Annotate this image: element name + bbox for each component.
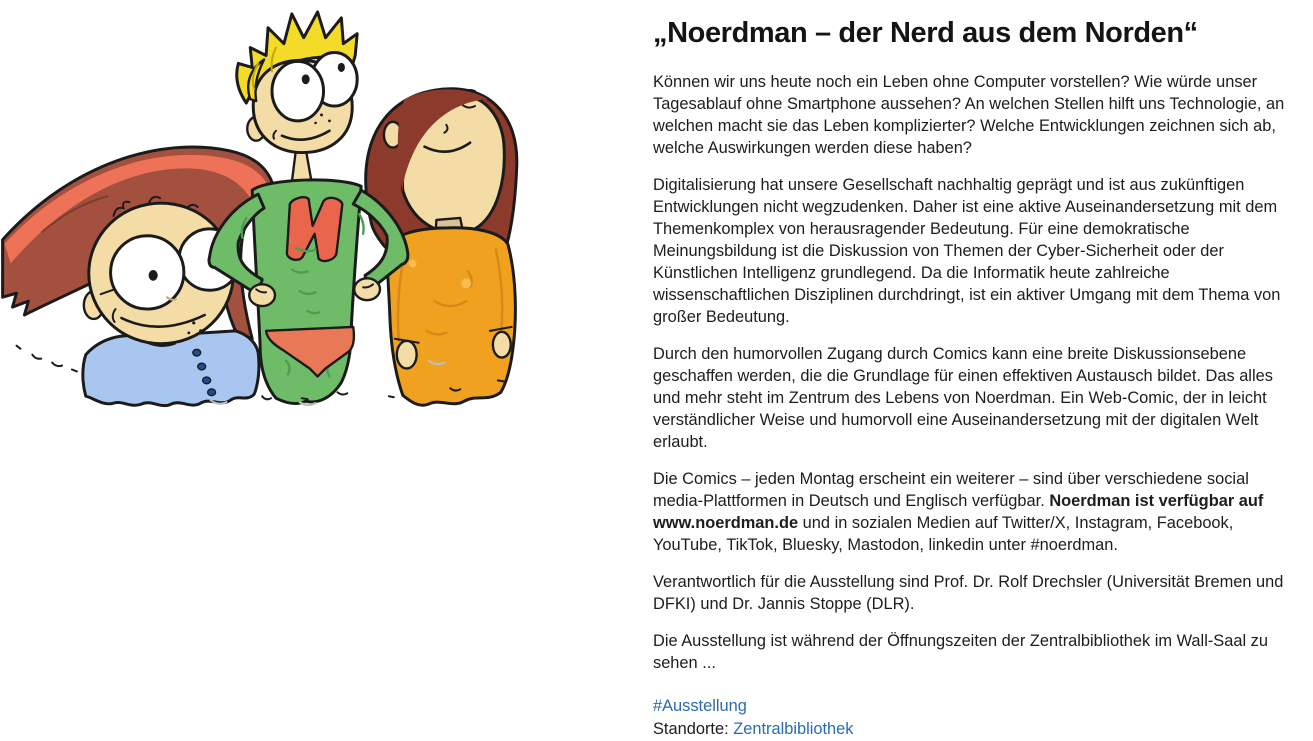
standorte-line <box>653 718 1285 741</box>
paragraph-verfuegbarkeit <box>653 468 1285 556</box>
paragraph-digitalisierung: Digitalisierung hat unsere Gesellschaft nachhaltig geprägt und ist aus zukünftigen Entwicklungen nicht wegzudenken. Daher ist eine aktive Auseinandersetzung mit dem Themenkomplex von herausragender Bedeutung. Für eine demokratische Meinungsbildung ist die Diskussion von Themen der Cyber-Sicherheit oder der Künstlichen Intelligenz grundlegend. Da die Informatik heute zahlreiche wissenschaftlichen Disziplinen durchdringt, ist ein aktiver Umgang mit dem Thema von großer Bedeutung. <box>653 176 1281 326</box>
paragraph-oeffnungszeiten: Die Ausstellung ist während der Öffnungszeiten der Zentralbibliothek im Wall-Saal zu sehen ... <box>653 632 1268 672</box>
link-block <box>653 695 1285 741</box>
paragraph-verfuegbarkeit-bold: Noerdman ist verfügbar auf www.noerdman.de <box>653 492 1264 532</box>
page-title: „Noerdman – der Nerd aus dem Norden“ <box>653 17 1198 49</box>
article-content <box>653 0 1285 741</box>
paragraph-verantwortliche: Verantwortlich für die Ausstellung sind Prof. Dr. Rolf Drechsler (Universität Bremen und DFKI) und Dr. Jannis Stoppe (DLR). <box>653 573 1284 613</box>
hashtag-line <box>653 695 1285 718</box>
ausstellung-hashtag-link[interactable]: #Ausstellung <box>653 697 747 715</box>
paragraph-verfuegbarkeit-post: und in sozialen Medien auf Twitter/X, Instagram, Facebook, YouTube, TikTok, Bluesky, Mastodon, linkedin unter #noerdman. <box>653 514 1234 554</box>
paragraph-intro: Können wir uns heute noch ein Leben ohne Computer vorstellen? Wie würde unser Tagesablauf ohne Smartphone aussehen? An welchen Stellen hilft uns Technologie, an welchen macht sie das Leben komplizierter? Welche Entwicklungen zeichnen sich ab, welche Auswirkungen werden diese haben? <box>653 73 1285 157</box>
zentralbibliothek-link[interactable]: Zentralbibliothek <box>733 720 854 738</box>
standorte-label: Standorte: <box>653 720 729 738</box>
paragraph-comics-zugang: Durch den humorvollen Zugang durch Comics kann eine breite Diskussionsebene geschaffen werden, die die Grundlage für einen effektiven Austausch bildet. Das alles und mehr steht im Zentrum des Lebens von Noerdman. Ein Web-Comic, der in leicht verständlicher Weise und humorvoll eine Auseinandersetzung mit der digitalen Welt erlaubt. <box>653 345 1273 451</box>
paragraph-verfuegbarkeit-pre: Die Comics – jeden Montag erscheint ein weiterer – sind über verschiedene social media-Plattformen in Deutsch und Englisch verfügbar. <box>653 470 1249 510</box>
noerdman-characters-illustration <box>0 4 548 420</box>
